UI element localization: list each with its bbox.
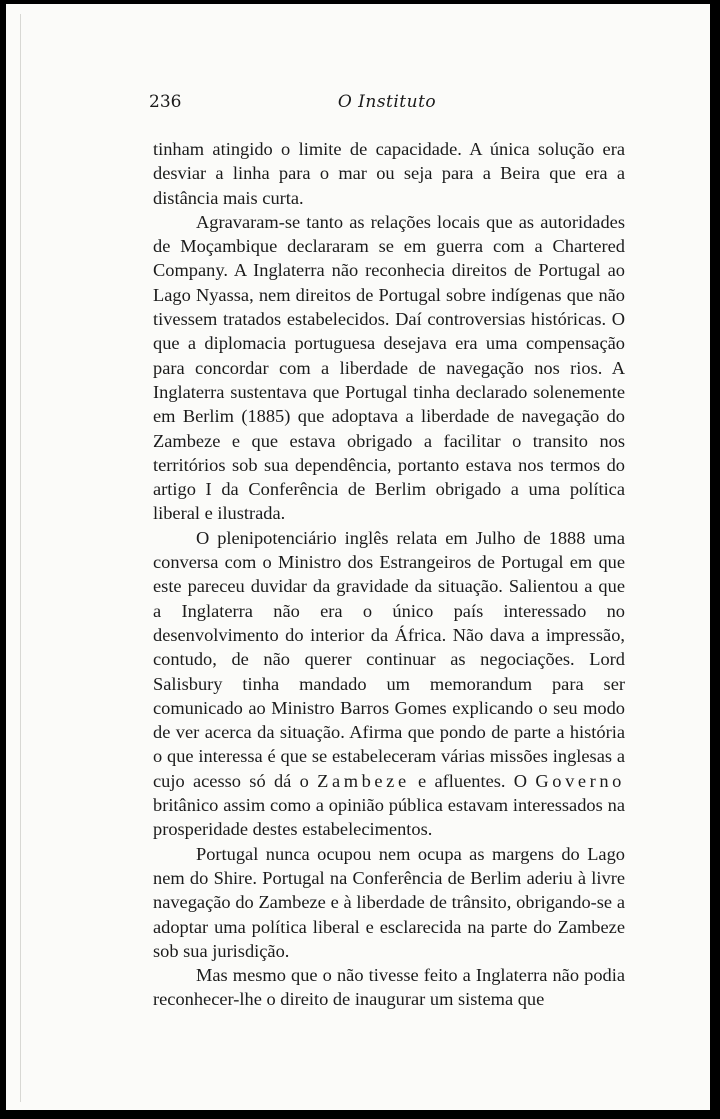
paragraph-3-part-2: e afluentes. O xyxy=(418,770,528,791)
paragraph-1: tinham atingido o limite de capacidade. A única solução era desviar a linha para o mar ou seja para a Beira que era a distância mais curta. xyxy=(153,139,625,208)
running-title: O Instituto xyxy=(337,92,437,112)
paragraph-3-part-1: O plenipotenciário inglês relata em Julho de 1888 uma conversa com o Ministro dos Estrangeiros de Portugal em que este pareceu duvidar da gravidade da situação. Salientou a que a Inglaterra não era o único país interessado no desenvolvimento do interior da África. Não dava a impressão, contudo, de não querer continuar as negociações. Lord Salisbury tinha mandado um memorandum para ser comunicado ao Ministro Barros Gomes explicando o seu modo de ver acerca da situação. Afirma que pondo de parte a história o que interessa é que se estabeleceram várias missões inglesas a cujo acesso só dá o xyxy=(153,527,625,791)
paragraph-2: Agravaram-se tanto as relações locais que as autoridades de Moçambique declararam se em guerra com a Chartered Company. A Inglaterra não reconhecia direitos de Portugal ao Lago Nyassa, nem direitos de Portugal sobre indígenas que não tivessem tratados estabelecidos. Daí controversias históricas. O que a diplomacia portuguesa desejava era uma compensação para concordar com a liberdade de navegação nos rios. A Inglaterra sustentava que Portugal tinha declarado solenemente em Berlim (1885) que adoptava a liberdade de navegação do Zambeze e que estava obrigado a facilitar o transito nos territórios sob sua dependência, portanto estava nos termos do artigo I da Conferência de Berlim obrigado a uma política liberal e ilustrada. xyxy=(153,211,625,524)
book-page xyxy=(6,4,710,1110)
page-header xyxy=(149,92,625,118)
page-number: 236 xyxy=(149,92,182,112)
body-text xyxy=(153,137,625,1012)
paragraph-5: Mas mesmo que o não tivesse feito a Inglaterra não podia reconhecer-lhe o direito de inaugurar um sistema que xyxy=(153,965,625,1010)
spaced-word-zambeze: Zambeze xyxy=(317,770,410,791)
paragraph-3-part-3: britânico assim como a opinião pública estavam interessados na prosperidade destes estabelecimentos. xyxy=(153,795,625,840)
spaced-word-governo: Governo xyxy=(535,770,625,791)
paragraph-4: Portugal nunca ocupou nem ocupa as margens do Lago nem do Shire. Portugal na Conferência de Berlim aderiu à livre navegação do Zambeze e à liberdade de trânsito, obrigando-se a adoptar uma política liberal e esclarecida na parte do Zambeze sob sua jurisdição. xyxy=(153,843,625,961)
paragraph-3 xyxy=(153,526,625,842)
